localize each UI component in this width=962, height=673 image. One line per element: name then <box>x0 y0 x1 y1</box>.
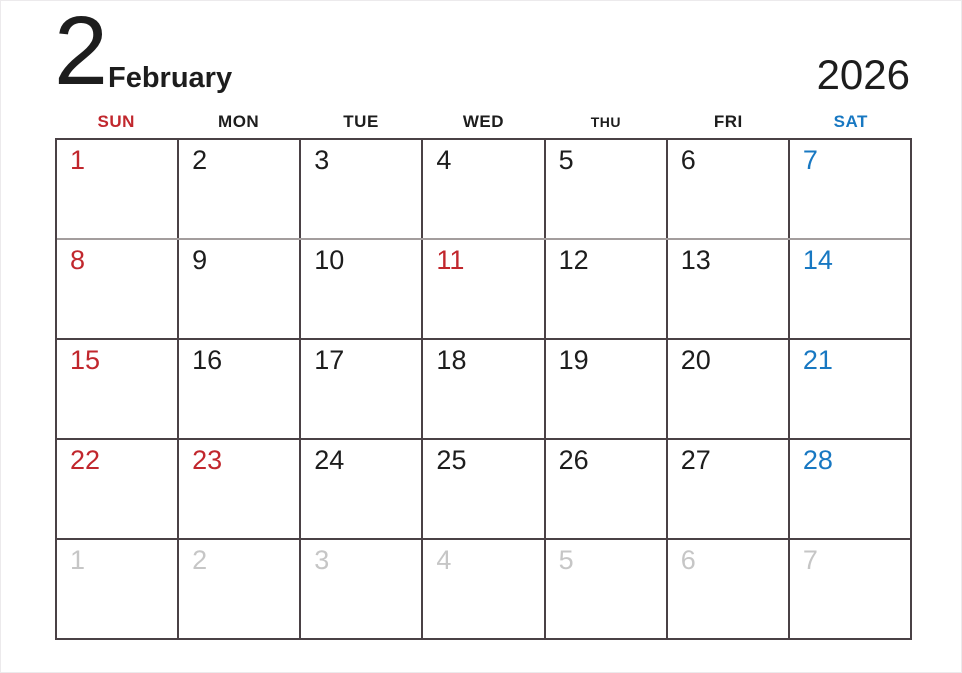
date-number: 6 <box>680 545 696 575</box>
week-row <box>57 240 910 340</box>
calendar-grid <box>55 138 912 640</box>
date-number: 3 <box>314 145 330 175</box>
date-number: 15 <box>70 345 101 375</box>
date-number: 23 <box>192 445 223 475</box>
weekday-header-row <box>55 109 912 135</box>
week-row <box>57 440 910 540</box>
week-row <box>57 140 910 240</box>
week-row <box>57 540 910 638</box>
date-number: 10 <box>314 245 345 275</box>
day-cell <box>179 540 301 638</box>
date-number: 2 <box>192 545 208 575</box>
weekday-label-tue: TUE <box>343 112 379 131</box>
day-cell <box>57 440 179 538</box>
date-number: 25 <box>436 445 467 475</box>
day-cell <box>423 240 545 338</box>
date-number: 13 <box>680 245 711 275</box>
date-number: 5 <box>558 145 574 175</box>
day-cell <box>668 540 790 638</box>
date-number: 4 <box>436 545 452 575</box>
day-cell <box>57 540 179 638</box>
day-cell <box>57 240 179 338</box>
date-number: 24 <box>314 445 345 475</box>
day-cell <box>668 440 790 538</box>
day-cell <box>301 440 423 538</box>
day-cell <box>57 340 179 438</box>
day-cell <box>790 140 910 238</box>
date-number: 7 <box>802 145 818 175</box>
date-number: 16 <box>192 345 223 375</box>
day-cell <box>301 340 423 438</box>
date-number: 17 <box>314 345 345 375</box>
date-number: 1 <box>70 145 86 175</box>
weekday-label-sun: SUN <box>97 112 135 131</box>
day-cell <box>546 440 668 538</box>
date-number: 8 <box>70 245 86 275</box>
day-cell <box>301 140 423 238</box>
day-cell <box>179 240 301 338</box>
day-cell <box>790 340 910 438</box>
month-name: February <box>108 62 233 94</box>
day-cell <box>179 440 301 538</box>
date-number: 28 <box>802 445 833 475</box>
day-cell <box>546 140 668 238</box>
date-number: 12 <box>558 245 589 275</box>
year-label: 2026 <box>816 51 910 98</box>
date-number: 6 <box>680 145 696 175</box>
day-cell <box>546 240 668 338</box>
weekday-label-wed: WED <box>462 112 505 131</box>
day-cell <box>57 140 179 238</box>
day-cell <box>790 240 910 338</box>
day-cell <box>301 240 423 338</box>
day-cell <box>179 340 301 438</box>
day-cell <box>423 540 545 638</box>
weekday-label-mon: MON <box>218 112 260 131</box>
date-number: 7 <box>802 545 818 575</box>
date-number: 2 <box>192 145 208 175</box>
day-cell <box>790 540 910 638</box>
date-number: 9 <box>192 245 208 275</box>
date-number: 26 <box>558 445 589 475</box>
date-number: 27 <box>680 445 711 475</box>
month-number: 2 <box>54 0 106 105</box>
day-cell <box>668 340 790 438</box>
week-row <box>57 340 910 440</box>
date-number: 5 <box>558 545 574 575</box>
date-number: 3 <box>314 545 330 575</box>
date-number: 11 <box>436 245 465 275</box>
date-number: 4 <box>436 145 452 175</box>
weekday-label-fri: FRI <box>713 112 743 131</box>
date-number: 1 <box>70 545 86 575</box>
day-cell <box>301 540 423 638</box>
date-number: 14 <box>802 245 833 275</box>
day-cell <box>546 340 668 438</box>
day-cell <box>423 440 545 538</box>
day-cell <box>179 140 301 238</box>
day-cell <box>423 140 545 238</box>
day-cell <box>790 440 910 538</box>
day-cell <box>546 540 668 638</box>
weekday-label-thu: THU <box>590 114 622 130</box>
date-number: 19 <box>558 345 589 375</box>
date-number: 18 <box>436 345 467 375</box>
day-cell <box>668 240 790 338</box>
day-cell <box>668 140 790 238</box>
day-cell <box>423 340 545 438</box>
weekday-label-sat: SAT <box>833 112 868 131</box>
date-number: 20 <box>680 345 711 375</box>
date-number: 21 <box>802 345 833 375</box>
date-number: 22 <box>70 445 101 475</box>
